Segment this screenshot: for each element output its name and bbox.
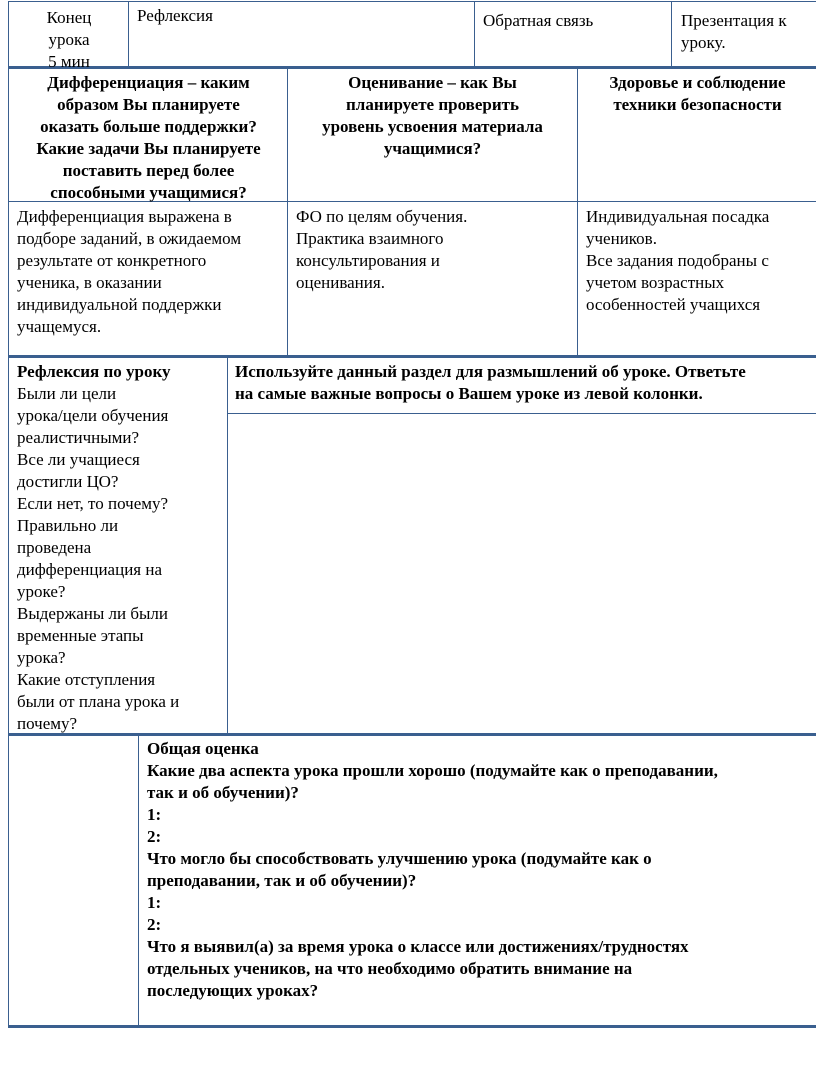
summary-line: Что могло бы способствовать улучшению урока (подумайте как о bbox=[147, 849, 652, 868]
resources-cell bbox=[681, 10, 816, 54]
summary-line: последующих уроках? bbox=[147, 981, 319, 1000]
border bbox=[128, 1, 129, 67]
stage-line: урока bbox=[48, 30, 90, 49]
content-line: индивидуальной поддержки bbox=[17, 295, 222, 314]
summary-line: 1: bbox=[147, 893, 162, 912]
border bbox=[138, 735, 139, 1026]
question-line: Были ли цели bbox=[17, 384, 117, 403]
content-line: особенностей учащихся bbox=[586, 295, 761, 314]
content-line: результате от конкретного bbox=[17, 251, 207, 270]
border bbox=[671, 1, 672, 67]
summary-line: 2: bbox=[147, 827, 162, 846]
reflection-title: Рефлексия по уроку bbox=[17, 362, 171, 381]
question-line: урока? bbox=[17, 648, 66, 667]
question-line: Все ли учащиеся bbox=[17, 450, 140, 469]
feedback-cell: Обратная связь bbox=[483, 11, 594, 30]
border bbox=[474, 1, 475, 67]
stage-line: Конец bbox=[46, 8, 92, 27]
stage-cell bbox=[10, 7, 128, 73]
summary-line: 1: bbox=[147, 805, 162, 824]
content-line: оценивания. bbox=[296, 273, 385, 292]
differentiation-content bbox=[17, 206, 285, 338]
instruction-line: Используйте данный раздел для размышлений об уроке. Ответьте bbox=[235, 362, 746, 381]
question-line: реалистичными? bbox=[17, 428, 140, 447]
assessment-header bbox=[289, 72, 576, 160]
summary-left-cell bbox=[10, 736, 137, 1024]
header-line: уровень усвоения материала bbox=[322, 117, 543, 136]
border bbox=[577, 67, 578, 355]
content-line: Индивидуальная посадка bbox=[586, 207, 770, 226]
border bbox=[8, 66, 816, 69]
content-line: Практика взаимного bbox=[296, 229, 444, 248]
summary-cell bbox=[147, 738, 814, 1002]
question-line: проведена bbox=[17, 538, 92, 557]
border bbox=[8, 355, 816, 358]
header-line: техники безопасности bbox=[613, 95, 782, 114]
question-line: уроке? bbox=[17, 582, 66, 601]
question-line: урока/цели обучения bbox=[17, 406, 169, 425]
border bbox=[227, 413, 816, 414]
header-line: учащимися? bbox=[383, 139, 482, 158]
summary-line: 2: bbox=[147, 915, 162, 934]
activity-cell: Рефлексия bbox=[137, 6, 213, 25]
header-line: оказать больше поддержки? bbox=[40, 117, 257, 136]
question-line: почему? bbox=[17, 714, 78, 733]
content-line: ученика, в оказании bbox=[17, 273, 162, 292]
content-line: консультирования и bbox=[296, 251, 440, 270]
question-line: достигли ЦО? bbox=[17, 472, 119, 491]
reflection-questions-cell bbox=[17, 361, 225, 735]
question-line: Выдержаны ли были bbox=[17, 604, 168, 623]
resources-line: Презентация к bbox=[681, 11, 787, 30]
resources-line: уроку. bbox=[681, 33, 726, 52]
content-line: учеников. bbox=[586, 229, 657, 248]
header-line: Здоровье и соблюдение bbox=[609, 73, 786, 92]
border bbox=[287, 67, 288, 355]
header-line: Дифференциация – каким bbox=[47, 73, 250, 92]
content-line: ФО по целям обучения. bbox=[296, 207, 468, 226]
question-line: были от плана урока и bbox=[17, 692, 180, 711]
header-line: Какие задачи Вы планируете bbox=[36, 139, 261, 158]
content-line: учетом возрастных bbox=[586, 273, 725, 292]
content-line: Дифференциация выражена в bbox=[17, 207, 232, 226]
header-line: планируете проверить bbox=[346, 95, 519, 114]
header-line: поставить перед более bbox=[62, 161, 235, 180]
header-line: способными учащимися? bbox=[50, 183, 247, 202]
content-line: Все задания подобраны с bbox=[586, 251, 769, 270]
content-line: учащемуся. bbox=[17, 317, 102, 336]
summary-line: преподавании, так и об обучении)? bbox=[147, 871, 417, 890]
question-line: временные этапы bbox=[17, 626, 144, 645]
reflection-instruction bbox=[235, 361, 816, 405]
stage-line: 5 мин bbox=[48, 52, 90, 71]
health-content bbox=[586, 206, 814, 316]
question-line: Правильно ли bbox=[17, 516, 119, 535]
question-line: дифференциация на bbox=[17, 560, 163, 579]
question-line: Если нет, то почему? bbox=[17, 494, 169, 513]
header-line: Оценивание – как Вы bbox=[348, 73, 517, 92]
instruction-line: на самые важные вопросы о Вашем уроке из левой колонки. bbox=[235, 384, 703, 403]
summary-line: так и об обучении)? bbox=[147, 783, 299, 802]
assessment-content bbox=[296, 206, 574, 294]
health-header bbox=[579, 72, 816, 116]
summary-line: Какие два аспекта урока прошли хорошо (подумайте как о преподавании, bbox=[147, 761, 718, 780]
header-line: образом Вы планируете bbox=[57, 95, 240, 114]
summary-line: Что я выявил(а) за время урока о классе или достижениях/трудностях bbox=[147, 937, 689, 956]
summary-heading: Общая оценка bbox=[147, 739, 259, 758]
question-line: Какие отступления bbox=[17, 670, 156, 689]
reflection-answer-area[interactable] bbox=[229, 416, 814, 732]
border bbox=[8, 1, 816, 2]
summary-line: отдельных учеников, на что необходимо обратить внимание на bbox=[147, 959, 633, 978]
border bbox=[8, 1, 9, 1028]
border bbox=[8, 1025, 816, 1028]
differentiation-header bbox=[10, 72, 287, 204]
content-line: подборе заданий, в ожидаемом bbox=[17, 229, 242, 248]
